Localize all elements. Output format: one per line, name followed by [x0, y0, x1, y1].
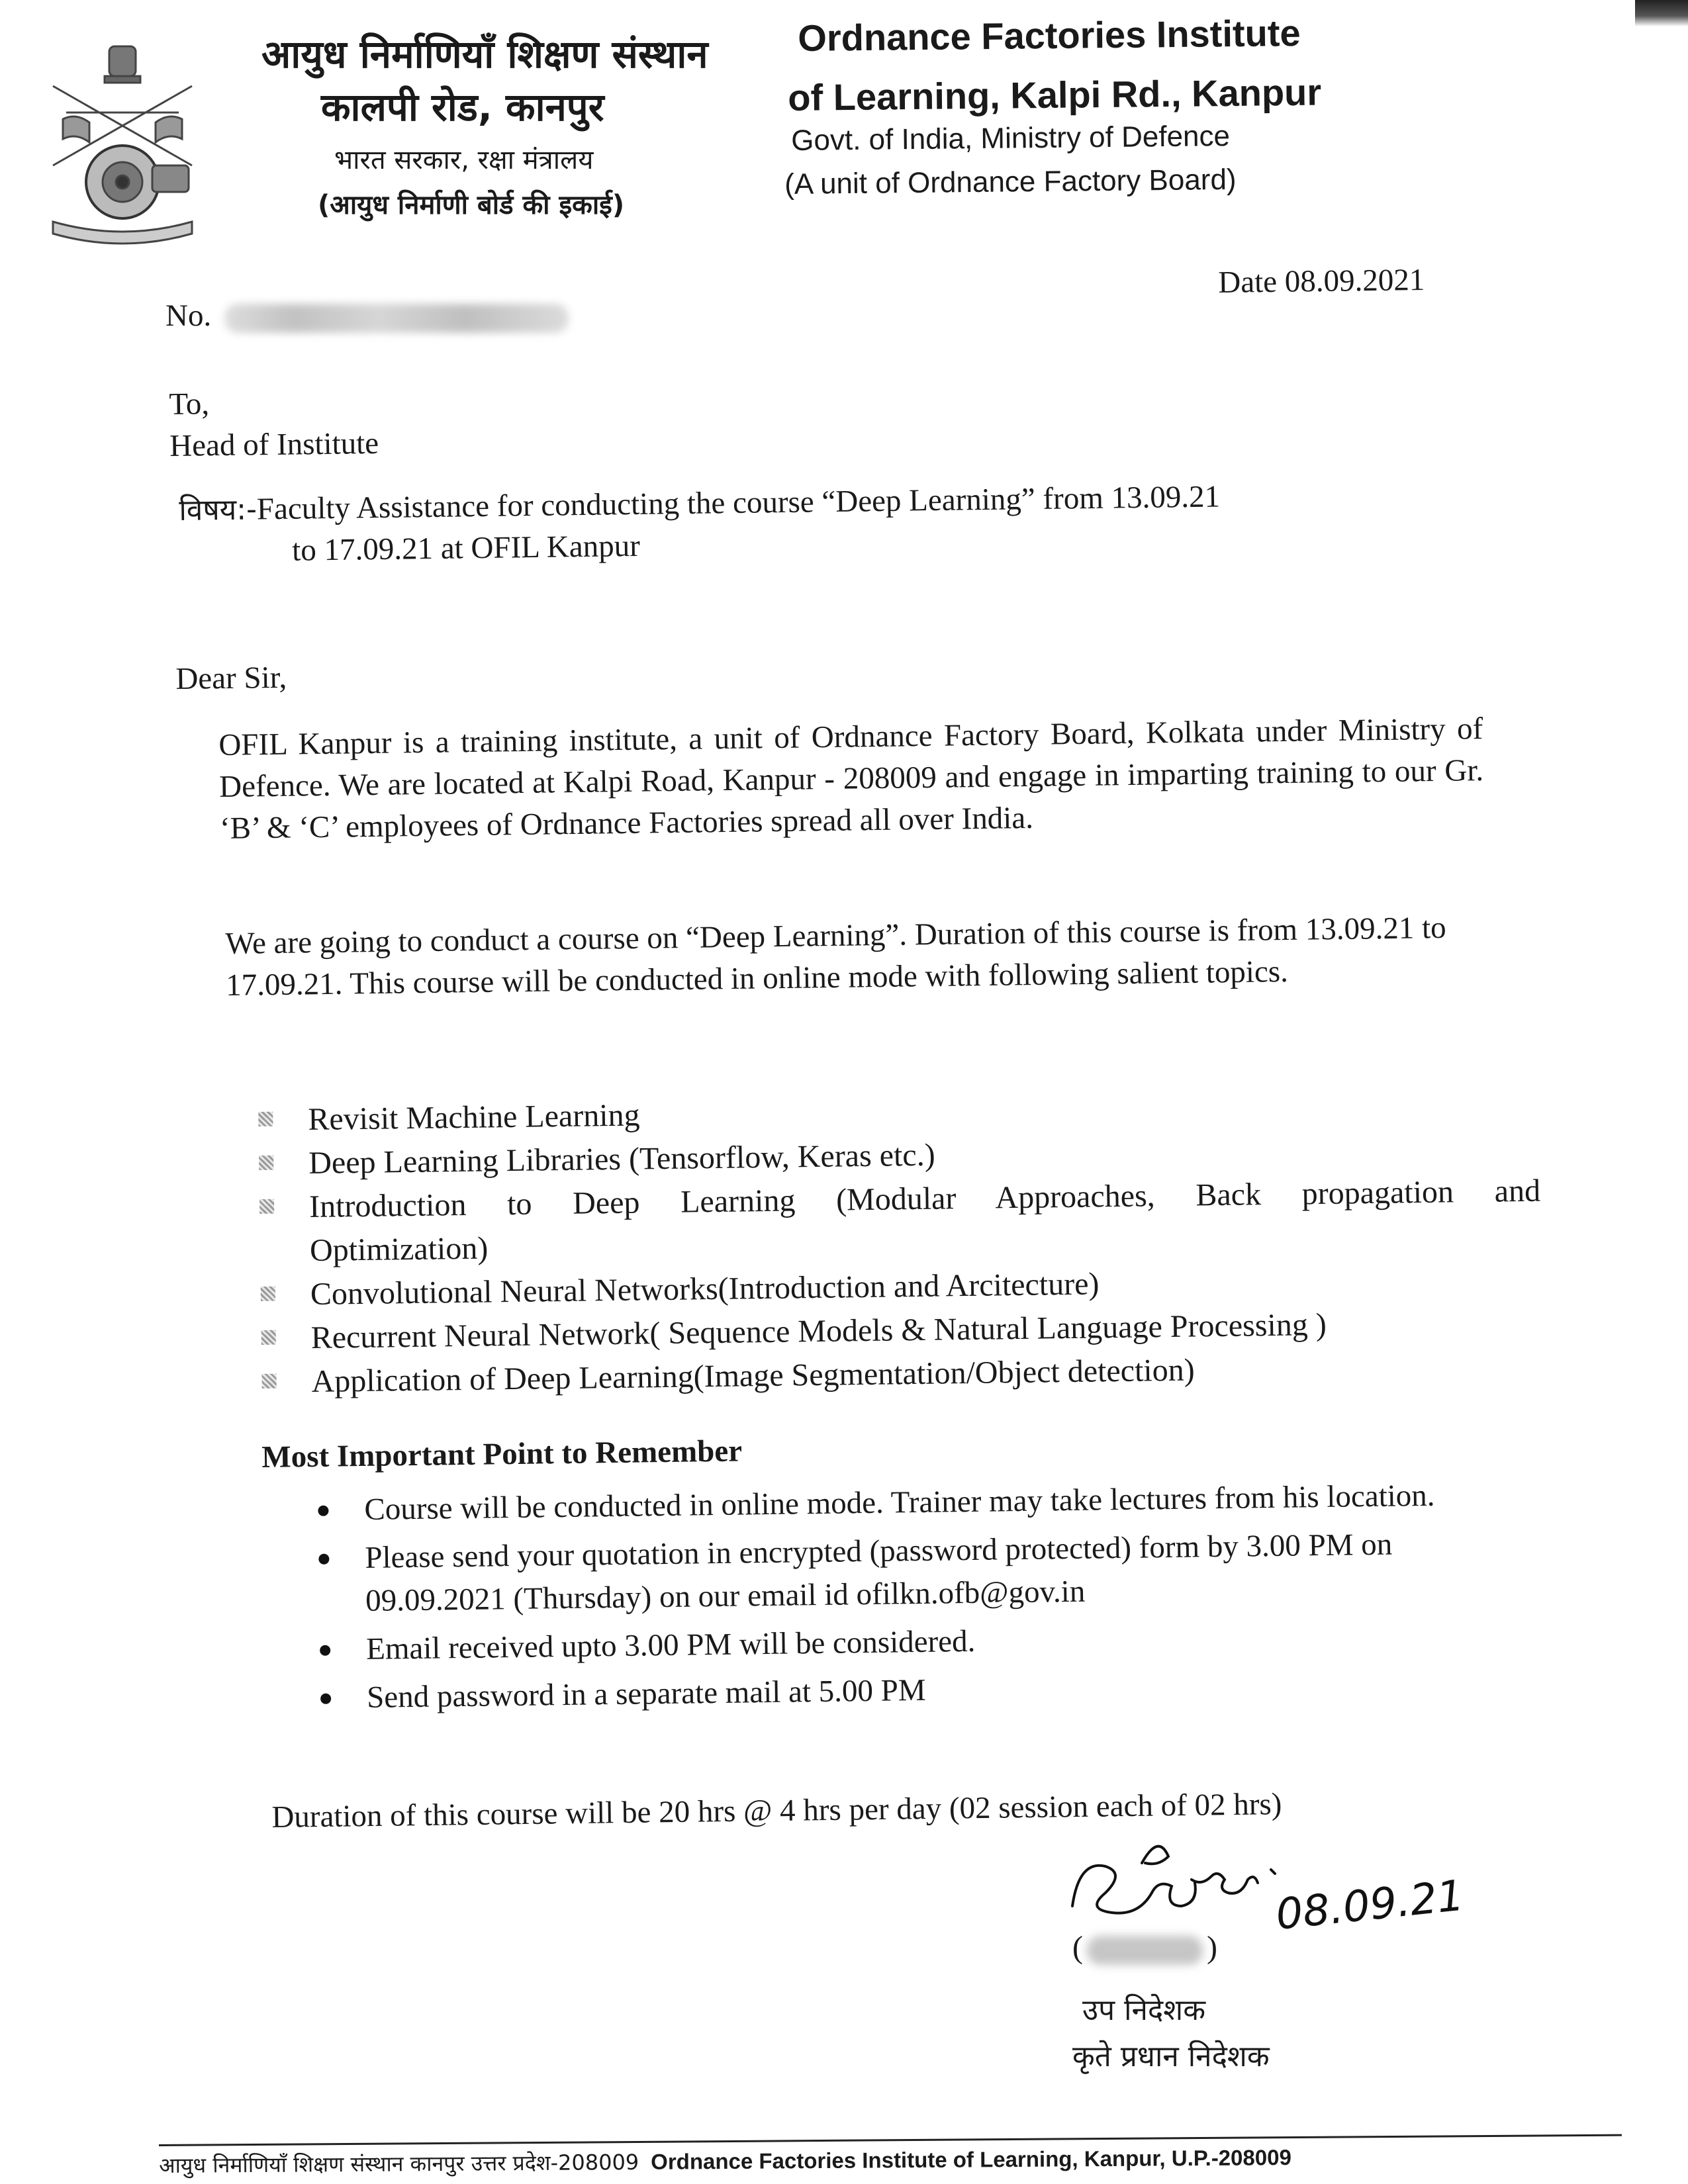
- subject-text-line2: to 17.09.21 at OFIL Kanpur: [291, 528, 641, 568]
- bullet-icon: [261, 1287, 275, 1301]
- list-item: Revisit Machine Learning: [258, 1082, 1540, 1142]
- recipient-name: Head of Institute: [169, 426, 379, 463]
- redacted-reference: [224, 304, 569, 333]
- bullet-icon: [318, 1554, 329, 1565]
- list-item: Deep Learning Libraries (Tensorflow, Keras etc.): [259, 1126, 1540, 1186]
- footer-hindi: आयुध निर्माणियाँ शिक्षण संस्थान कानपुर उत्तर प्रदेश-208009: [159, 2149, 639, 2178]
- list-item: Convolutional Neural Networks(Introduction and Arcitecture): [260, 1257, 1542, 1317]
- letterhead-english-unit: (A unit of Ordnance Factory Board): [784, 163, 1237, 201]
- bullet-icon: [320, 1694, 331, 1704]
- list-item: Introduction to Deep Learning (Modular Approaches, Back propagation and: [259, 1169, 1541, 1230]
- letterhead-hindi-title: आयुध निर्माणियाँ शिक्षण संस्थान: [261, 32, 708, 77]
- bullet-icon: [259, 1156, 273, 1170]
- recipient-to: To,: [169, 387, 210, 422]
- greeting: Dear Sir,: [175, 660, 287, 696]
- topic-list: [258, 1082, 1543, 1404]
- paragraph-intro: OFIL Kanpur is a training institute, a unit of Ordnance Factory Board, Kolkata under Ministry of Defence. We are located at Kalpi Road, Kanpur - 208009 and engage in imparting training to our Gr. ‘B’ & ‘C’ employees of Ordnance Factories spread all over India.: [218, 711, 1484, 846]
- footer-english: Ordnance Factories Institute of Learning, Kanpur, U.P.-208009: [651, 2145, 1291, 2174]
- paragraph-course: We are going to conduct a course on “Deep Learning”. Duration of this course is from 13.09.21 to 17.09.21. This course will be conducted in online mode with following salient topics.: [225, 910, 1446, 1003]
- letterhead-hindi-unit: (आयुध निर्माणी बोर्ड की इकाई): [318, 190, 625, 220]
- letterhead-english-govt: Govt. of India, Ministry of Defence: [791, 120, 1231, 157]
- important-heading: Most Important Point to Remember: [261, 1433, 743, 1475]
- letterhead-hindi-govt: भारत सरकार, रक्षा मंत्रालय: [334, 145, 594, 175]
- letterhead-english-title: Ordnance Factories Institute: [798, 12, 1301, 59]
- list-item: Email received upto 3.00 PM will be considered.: [313, 1613, 1512, 1672]
- recipient-block: [169, 381, 379, 467]
- subject-text-line1: Faculty Assistance for conducting the course “Deep Learning” from 13.09.21: [256, 479, 1221, 527]
- letterhead-english-location: of Learning, Kalpi Rd., Kanpur: [788, 71, 1322, 118]
- bullet-icon: [258, 1112, 273, 1126]
- list-item: Course will be conducted in online mode. Trainer may take lectures from his location.: [311, 1473, 1510, 1532]
- signatory-name: ( ): [1072, 1930, 1217, 1965]
- bullet-icon: [261, 1330, 276, 1345]
- duration-note: Duration of this course will be 20 hrs @ 4 hrs per day (02 session each of 02 hrs): [271, 1787, 1282, 1835]
- letterhead-hindi-location: कालपी रोड, कानपुर: [321, 85, 604, 130]
- redacted-name: [1087, 1936, 1203, 1965]
- signatory-designation-on-behalf: कृते प्रधान निदेशक: [1072, 2040, 1270, 2073]
- bullet-icon: [259, 1199, 274, 1214]
- handwritten-date: 08.09.21: [1273, 1871, 1467, 1940]
- list-item: Recurrent Neural Network( Sequence Models & Natural Language Processing ): [261, 1300, 1542, 1361]
- list-item-continuation: Optimization): [309, 1230, 489, 1268]
- subject-prefix: विषय:-: [179, 492, 258, 527]
- list-item: Please send your quotation in encrypted (password protected) form by 3.00 PM on 09.09.2021 (Thursday) on our email id ofilkn.ofb@gov.in: [312, 1522, 1511, 1623]
- bullet-icon: [320, 1645, 330, 1656]
- important-points-list: [311, 1473, 1513, 1725]
- ordnance-emblem-icon: [40, 40, 205, 245]
- subject-line: [179, 472, 1523, 573]
- letter-date: Date 08.09.2021: [1218, 262, 1425, 300]
- signatory-designation: उप निदेशक: [1082, 1993, 1205, 2027]
- reference-label: No.: [165, 298, 212, 333]
- reference-number: [165, 298, 569, 334]
- list-item: Send password in a separate mail at 5.00 PM: [314, 1661, 1513, 1720]
- scan-corner-artifact: [1635, 0, 1688, 26]
- footer-address: [159, 2140, 1668, 2179]
- list-item: Application of Deep Learning(Image Segmentation/Object detection): [261, 1344, 1543, 1404]
- bullet-icon: [318, 1506, 328, 1516]
- bullet-icon: [261, 1374, 276, 1388]
